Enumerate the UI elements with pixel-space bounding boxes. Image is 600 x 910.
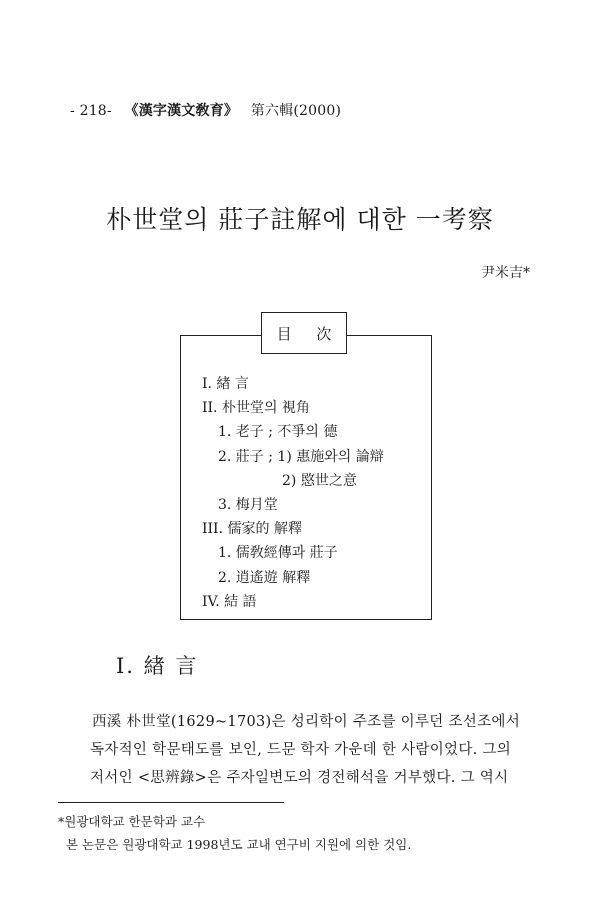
footnote-author-affiliation: *원광대학교 한문학과 교수 <box>58 814 206 829</box>
body-paragraph <box>90 708 538 792</box>
toc-item: IV. 結 語 <box>202 593 257 610</box>
toc-item: 2. 莊子 ; 1) 惠施와의 論辯 <box>218 448 384 465</box>
journal-name: 《漢字漢文敎育》 <box>124 103 239 119</box>
author-name: 尹米吉* <box>481 265 530 281</box>
toc-list <box>202 372 384 614</box>
paragraph-line: 西溪 朴世堂(1629~1703)은 성리학이 주조를 이루던 조선조에서 <box>92 714 521 730</box>
page-number: - 218- <box>70 103 112 119</box>
toc-label: 目 次 <box>261 312 347 354</box>
journal-issue: 第六輯(2000) <box>250 103 342 119</box>
toc-item: 2) 愍世之意 <box>282 472 357 489</box>
footnote-funding: 본 논문은 원광대학교 1998년도 교내 연구비 지원에 의한 것임. <box>66 837 412 852</box>
paper-title: 朴世堂의 莊子註解에 대한 一考察 <box>106 205 494 234</box>
toc-item: 2. 逍遙遊 解釋 <box>218 569 311 586</box>
paragraph-line: 저서인 <思辨錄>은 주자일변도의 경전해석을 거부했다. 그 역시 <box>90 770 509 786</box>
footnotes <box>58 810 411 856</box>
toc-item: 3. 梅月堂 <box>218 497 278 514</box>
footnote-divider <box>58 802 284 803</box>
paragraph-line: 독자적인 학문태도를 보인, 드문 학자 가운데 한 사람이었다. 그의 <box>90 742 512 758</box>
running-header <box>70 100 341 120</box>
section-heading: I. 緖 言 <box>116 654 199 678</box>
toc-item: II. 朴世堂의 視角 <box>202 400 310 417</box>
toc-item: 1. 儒敎經傳과 莊子 <box>218 545 338 562</box>
toc-item: III. 儒家的 解釋 <box>202 521 302 538</box>
toc-item: 1. 老子 ; 不爭의 德 <box>218 424 338 441</box>
toc-item: I. 緖 言 <box>202 376 249 392</box>
